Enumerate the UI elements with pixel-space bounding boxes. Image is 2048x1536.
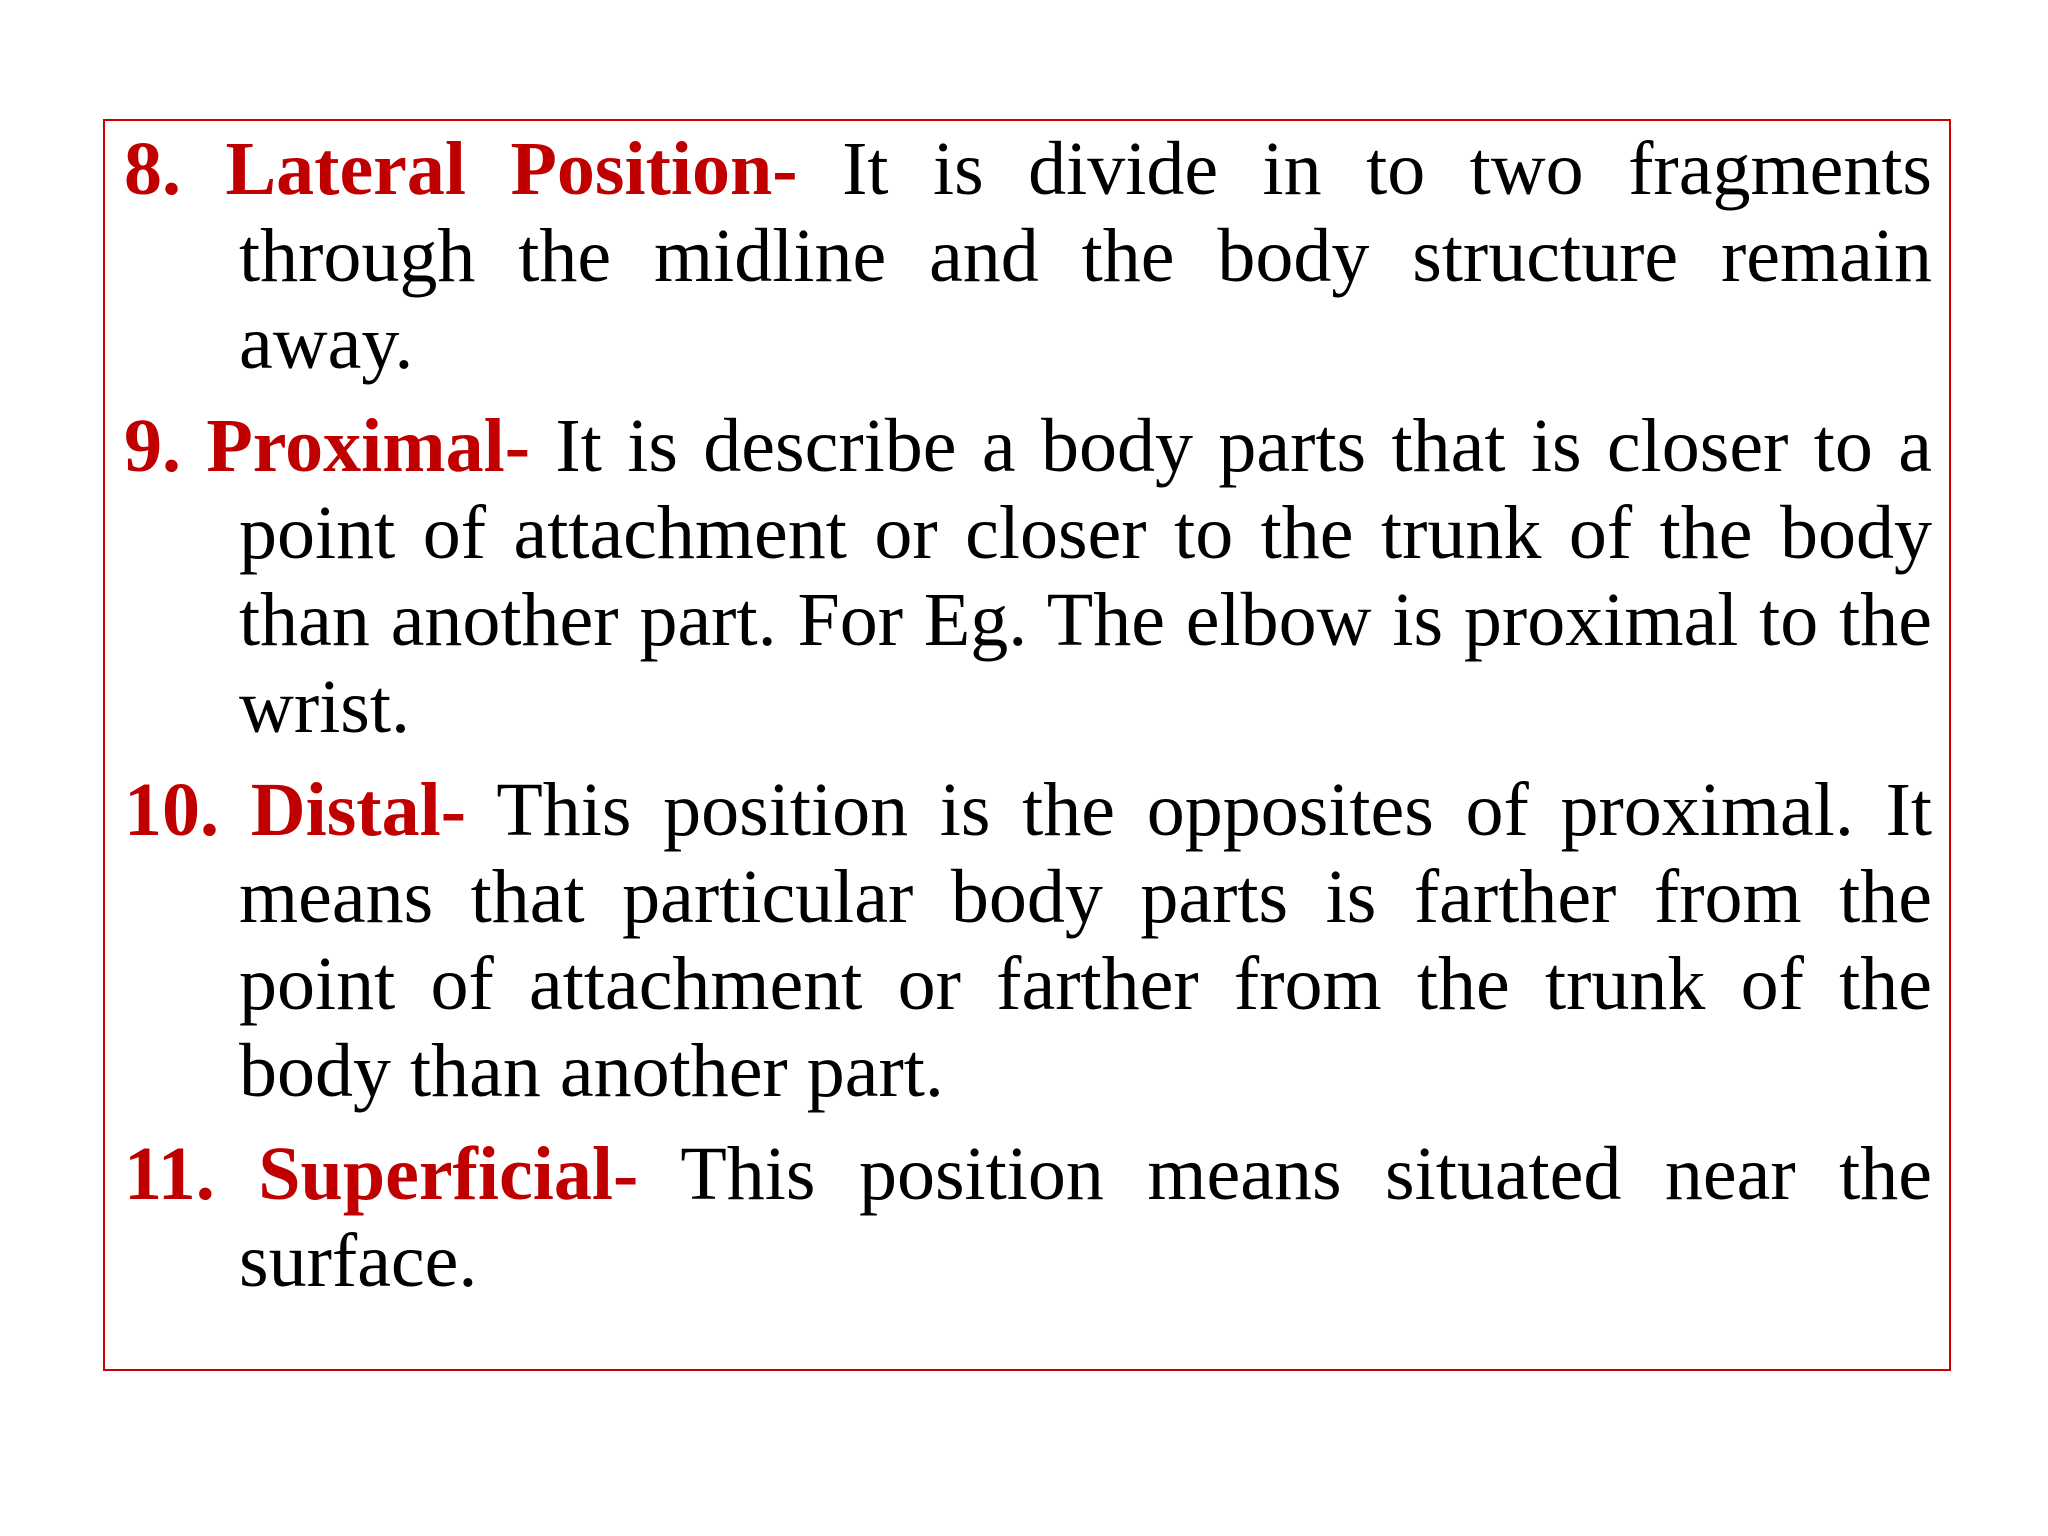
definition-text: This position is the opposites of proximal. It means that particular body parts is farther from the point of attachment or farther from the trunk of the body than another part. xyxy=(239,768,1933,1113)
definition-term: 10. Distal- xyxy=(124,768,467,852)
definition-item-superficial xyxy=(124,1131,1932,1305)
definition-item-distal xyxy=(124,767,1932,1115)
definition-text: It is describe a body parts that is closer to a point of attachment or closer to the trunk of the body than another part. For Eg. The elbow is proximal to the wrist. xyxy=(239,404,1932,749)
definition-text: It is divide in to two fragments through the midline and the body structure remain away. xyxy=(239,127,1933,385)
definition-term: 11. Superficial- xyxy=(124,1132,639,1216)
definition-item-lateral-position xyxy=(124,126,1932,387)
definition-list xyxy=(124,126,1932,1321)
definition-term: 8. Lateral Position- xyxy=(124,127,798,211)
definition-item-proximal xyxy=(124,403,1932,751)
definition-text: This position means situated near the surface. xyxy=(239,1132,1932,1303)
definition-term: 9. Proximal- xyxy=(124,404,531,488)
